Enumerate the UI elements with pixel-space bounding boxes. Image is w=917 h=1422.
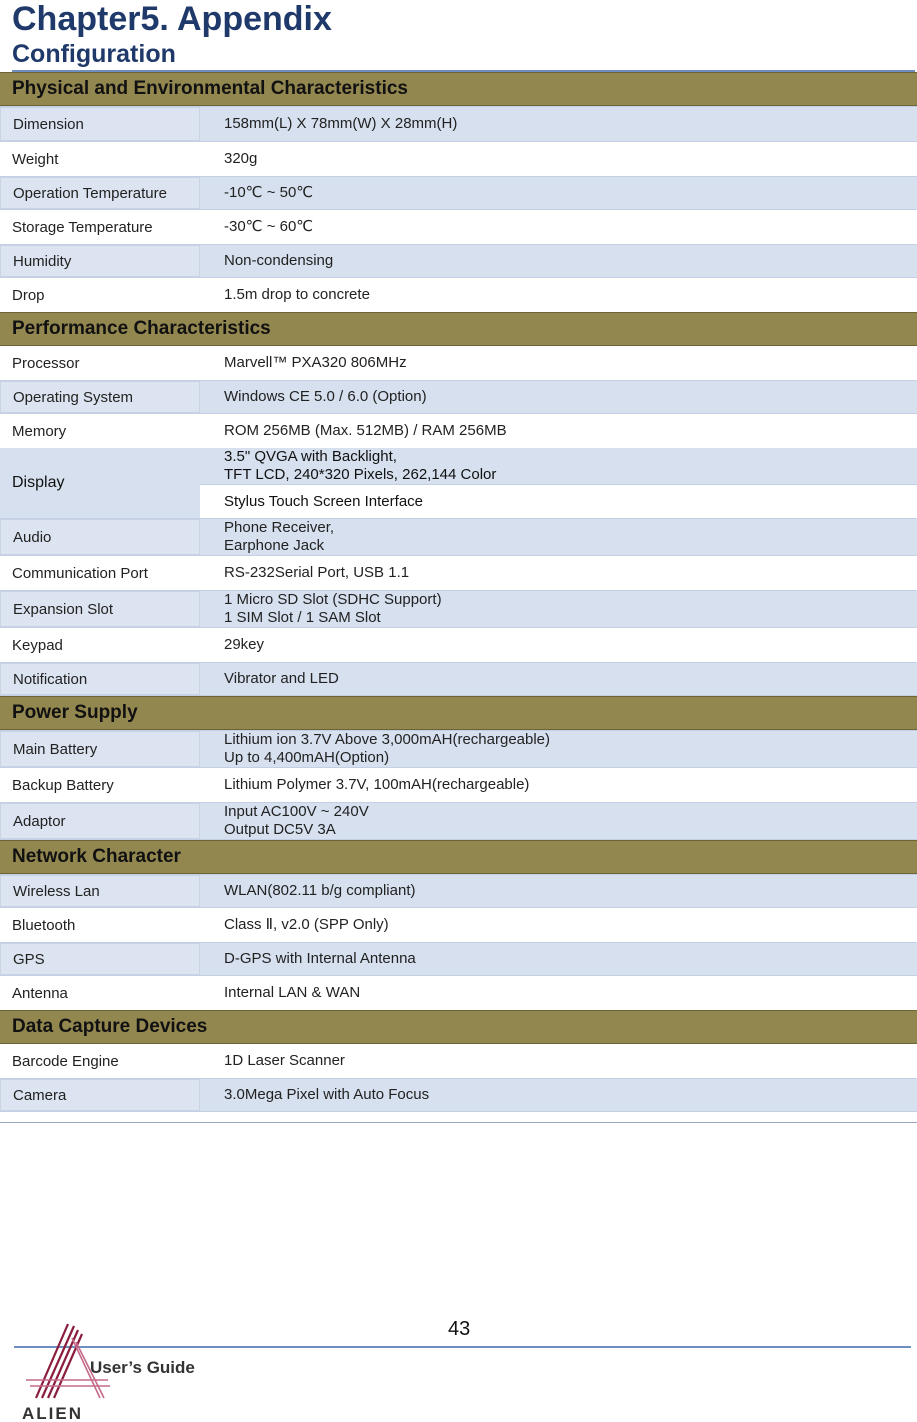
table-row bbox=[0, 278, 917, 312]
chapter-title: Chapter5. Appendix bbox=[12, 0, 332, 38]
row-label: Weight bbox=[12, 150, 59, 168]
page-number: 43 bbox=[448, 1318, 471, 1340]
row-label: Camera bbox=[0, 1079, 200, 1111]
row-value-text: Lithium Polymer 3.7V, 100mAH(rechargeable) bbox=[224, 776, 530, 793]
row-value-text: ROM 256MB (Max. 512MB) / RAM 256MB bbox=[224, 422, 507, 439]
table-row bbox=[0, 768, 917, 802]
row-label: Notification bbox=[0, 663, 200, 695]
row-value bbox=[200, 1044, 917, 1078]
row-value bbox=[200, 177, 917, 209]
table-row bbox=[0, 556, 917, 590]
table-row bbox=[0, 590, 917, 628]
table-row bbox=[0, 908, 917, 942]
row-label: Barcode Engine bbox=[12, 1052, 119, 1070]
table-row bbox=[0, 244, 917, 278]
row-label: GPS bbox=[0, 943, 200, 975]
table-row bbox=[0, 1078, 917, 1112]
row-value bbox=[200, 556, 917, 590]
row-value-text: Non-condensing bbox=[224, 252, 334, 269]
row-value bbox=[200, 1079, 917, 1111]
row-label: Communication Port bbox=[12, 564, 148, 582]
table-row bbox=[0, 976, 917, 1010]
row-value-text: 1.5m drop to concrete bbox=[224, 286, 370, 303]
row-value bbox=[200, 943, 917, 975]
row-value-text: Phone Receiver, Earphone Jack bbox=[224, 519, 335, 554]
row-value-text: 1 Micro SD Slot (SDHC Support) 1 SIM Slot / 1 SAM Slot bbox=[224, 591, 442, 626]
spec-table bbox=[0, 72, 917, 1112]
row-value-text: Windows CE 5.0 / 6.0 (Option) bbox=[224, 388, 427, 405]
row-value bbox=[200, 768, 917, 802]
table-row bbox=[0, 730, 917, 768]
row-label: Drop bbox=[12, 286, 45, 304]
row-value bbox=[200, 663, 917, 695]
row-label: Humidity bbox=[0, 245, 200, 277]
row-value bbox=[200, 107, 917, 141]
row-value bbox=[200, 731, 917, 767]
row-value bbox=[200, 245, 917, 277]
row-value-text: Class Ⅱ, v2.0 (SPP Only) bbox=[224, 916, 389, 933]
section-subtitle: Configuration bbox=[12, 40, 176, 68]
row-label: Wireless Lan bbox=[0, 875, 200, 907]
row-value bbox=[200, 381, 917, 413]
row-value-text: 320g bbox=[224, 150, 258, 167]
table-row bbox=[0, 346, 917, 380]
row-value-secondary: Stylus Touch Screen Interface bbox=[224, 493, 423, 510]
row-value-text: -10℃ ~ 50℃ bbox=[224, 184, 314, 201]
table-row bbox=[0, 1044, 917, 1078]
row-value-text: 158mm(L) X 78mm(W) X 28mm(H) bbox=[224, 115, 458, 132]
row-value bbox=[200, 628, 917, 662]
table-row bbox=[0, 942, 917, 976]
row-label: Audio bbox=[0, 519, 200, 555]
users-guide-label: User’s Guide bbox=[90, 1358, 195, 1377]
row-label: Adaptor bbox=[0, 803, 200, 839]
section-header: Data Capture Devices bbox=[0, 1010, 917, 1044]
section-header: Network Character bbox=[0, 840, 917, 874]
row-label: Display bbox=[0, 448, 200, 518]
row-value bbox=[200, 519, 917, 555]
row-label: Keypad bbox=[12, 636, 63, 654]
row-label: Operation Temperature bbox=[0, 177, 200, 209]
row-value-text: Vibrator and LED bbox=[224, 670, 339, 687]
row-label: Backup Battery bbox=[12, 776, 114, 794]
row-value-text: 1D Laser Scanner bbox=[224, 1052, 345, 1069]
row-label: Bluetooth bbox=[12, 916, 76, 934]
row-label: Memory bbox=[12, 422, 67, 440]
logo-wordmark: ALIEN bbox=[22, 1404, 83, 1422]
row-value bbox=[200, 278, 917, 312]
row-value-text: Input AC100V ~ 240V Output DC5V 3A bbox=[224, 803, 369, 838]
row-label: Main Battery bbox=[0, 731, 200, 767]
table-row bbox=[0, 874, 917, 908]
row-label: Dimension bbox=[0, 107, 200, 141]
row-value-text: Internal LAN & WAN bbox=[224, 984, 361, 1001]
section-header: Physical and Environmental Characteristics bbox=[0, 72, 917, 106]
row-value bbox=[200, 448, 917, 485]
row-value-text: RS-232Serial Port, USB 1.1 bbox=[224, 564, 410, 581]
row-value bbox=[200, 875, 917, 907]
display-values bbox=[200, 448, 917, 518]
row-value bbox=[200, 346, 917, 380]
row-value-text: 3.5" QVGA with Backlight, TFT LCD, 240*320 Pixels, 262,144 Color bbox=[224, 448, 497, 483]
table-row bbox=[0, 176, 917, 210]
row-value-text: 29key bbox=[224, 636, 265, 653]
row-value-text: D-GPS with Internal Antenna bbox=[224, 950, 416, 967]
row-label: Storage Temperature bbox=[12, 218, 153, 236]
table-row-display bbox=[0, 448, 917, 518]
table-row bbox=[0, 662, 917, 696]
section-header: Performance Characteristics bbox=[0, 312, 917, 346]
row-value bbox=[200, 803, 917, 839]
row-value-text: -30℃ ~ 60℃ bbox=[224, 218, 314, 235]
row-label: Operating System bbox=[0, 381, 200, 413]
table-row bbox=[0, 414, 917, 448]
table-row bbox=[0, 628, 917, 662]
row-value-text: WLAN(802.11 b/g compliant) bbox=[224, 882, 416, 899]
row-value bbox=[200, 908, 917, 942]
row-value bbox=[200, 591, 917, 627]
table-row bbox=[0, 210, 917, 244]
table-bottom-divider bbox=[0, 1122, 917, 1123]
row-value bbox=[200, 414, 917, 448]
table-row bbox=[0, 142, 917, 176]
row-value-text: 3.0Mega Pixel with Auto Focus bbox=[224, 1086, 430, 1103]
footer-divider bbox=[14, 1346, 911, 1348]
row-value bbox=[200, 976, 917, 1010]
row-value-text: Lithium ion 3.7V Above 3,000mAH(rechargeable) Up to 4,400mAH(Option) bbox=[224, 731, 551, 766]
table-row bbox=[0, 106, 917, 142]
row-value bbox=[200, 210, 917, 244]
row-value bbox=[200, 142, 917, 176]
row-label: Expansion Slot bbox=[0, 591, 200, 627]
row-label: Processor bbox=[12, 354, 80, 372]
section-header: Power Supply bbox=[0, 696, 917, 730]
table-row bbox=[0, 380, 917, 414]
row-label: Antenna bbox=[12, 984, 68, 1002]
row-value-text: Marvell™ PXA320 806MHz bbox=[224, 354, 407, 371]
table-row bbox=[0, 802, 917, 840]
table-row bbox=[0, 518, 917, 556]
